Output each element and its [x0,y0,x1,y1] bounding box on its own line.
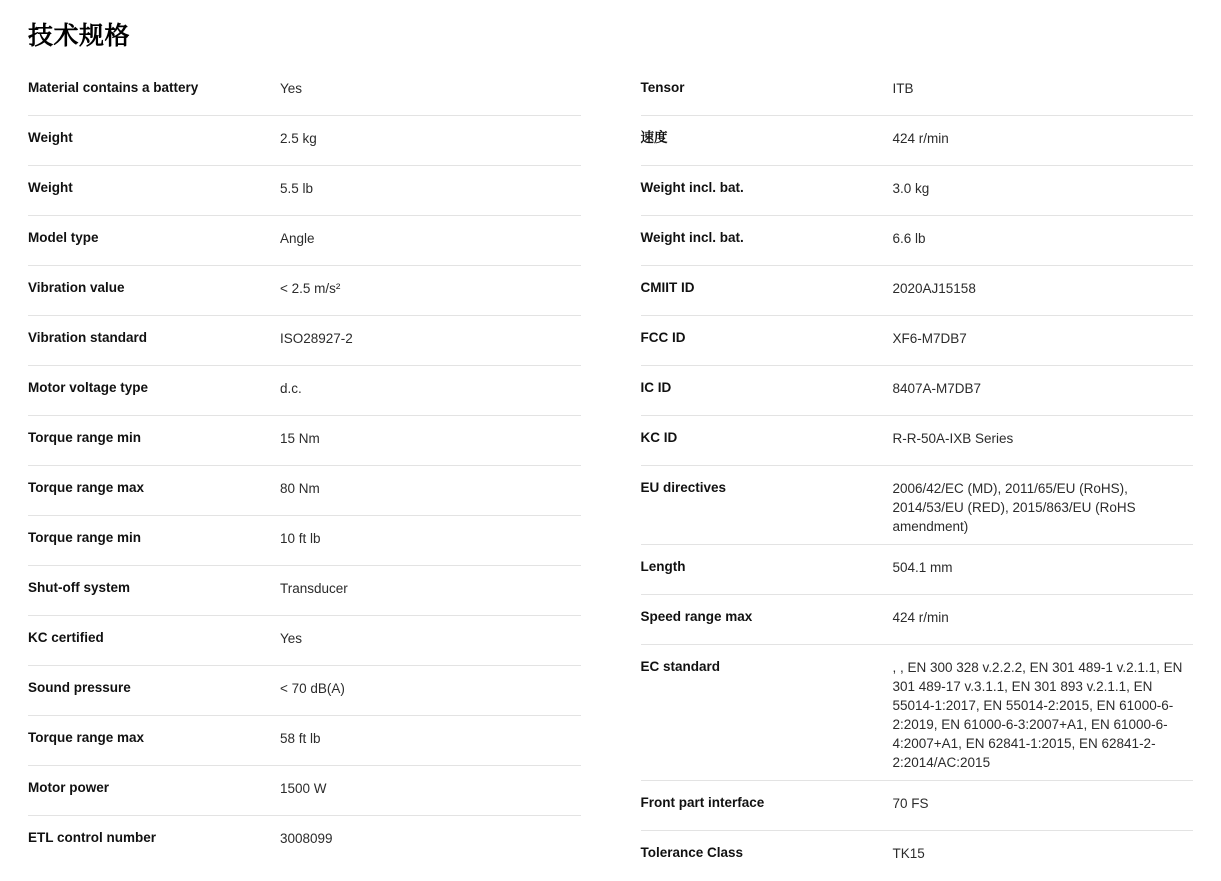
spec-value: Yes [280,631,303,646]
spec-value: TK15 [892,846,925,861]
spec-value: Angle [280,231,315,246]
table-row [28,766,581,816]
spec-value: 2006/42/EC (MD), 2011/65/EU (RoHS), 2014/53/EU (RED), 2015/863/EU (RoHS amendment) [892,481,1136,534]
table-row [641,116,1194,166]
spec-value: 80 Nm [280,481,320,496]
spec-value: 15 Nm [280,431,320,446]
spec-label: Weight [28,180,73,195]
table-row [28,816,581,866]
spec-label: IC ID [640,380,672,395]
spec-label: Weight incl. bat. [640,230,744,245]
table-row [641,466,1194,545]
table-row [28,566,581,616]
spec-columns [28,66,1193,881]
spec-value: d.c. [280,381,302,396]
table-row [28,466,581,516]
table-row [641,216,1194,266]
spec-value: 424 r/min [892,131,949,146]
spec-label: Material contains a battery [28,80,199,95]
spec-label: Sound pressure [28,680,131,695]
spec-label: Motor voltage type [28,380,149,395]
spec-label: KC ID [640,430,678,445]
spec-label: KC certified [28,630,104,645]
table-row [641,595,1194,645]
spec-label: Tensor [640,80,685,95]
spec-value: Yes [280,81,303,96]
spec-value: < 70 dB(A) [280,681,345,696]
table-row [641,166,1194,216]
table-row [28,416,581,466]
spec-value: 1500 W [280,781,327,796]
spec-column-right [611,66,1194,881]
spec-value: 3.0 kg [892,181,930,196]
table-row [641,831,1194,881]
table-row [641,266,1194,316]
spec-label: Tolerance Class [640,845,744,860]
spec-label: Speed range max [640,609,753,624]
spec-value: Transducer [280,581,348,596]
spec-label: Weight [28,130,73,145]
spec-value: 504.1 mm [892,560,953,575]
spec-value: R-R-50A-IXB Series [892,431,1014,446]
spec-label: FCC ID [640,330,686,345]
table-row [641,316,1194,366]
table-row [28,366,581,416]
spec-label: 速度 [640,130,668,145]
spec-value: 2020AJ15158 [892,281,976,296]
spec-label: Model type [28,230,99,245]
spec-label: Vibration standard [28,330,148,345]
spec-column-left [28,66,611,866]
spec-label: EU directives [640,480,727,495]
spec-value: 8407A-M7DB7 [892,381,982,396]
table-row [641,645,1194,781]
spec-label: Torque range min [28,430,142,445]
table-row [28,516,581,566]
spec-value: 70 FS [892,796,929,811]
table-row [641,66,1194,116]
spec-value: 2.5 kg [280,131,317,146]
spec-label: Weight incl. bat. [640,180,744,195]
spec-label: Vibration value [28,280,125,295]
table-row [641,366,1194,416]
spec-label: Torque range max [28,480,145,495]
spec-value: XF6-M7DB7 [892,331,967,346]
table-row [28,616,581,666]
table-row [641,781,1194,831]
table-row [28,166,581,216]
page-title: 技术规格 [28,22,131,50]
table-row [28,666,581,716]
spec-value: 3008099 [280,831,333,846]
spec-label: EC standard [640,659,721,674]
table-row [28,66,581,116]
spec-label: ETL control number [28,830,157,845]
table-row [28,216,581,266]
spec-value: 5.5 lb [280,181,314,196]
table-row [28,316,581,366]
spec-value: 6.6 lb [892,231,926,246]
spec-label: Front part interface [640,795,765,810]
table-row [28,716,581,766]
spec-value: 58 ft lb [280,731,321,746]
spec-label: Motor power [28,780,109,795]
spec-label: Length [640,559,686,574]
spec-value: , , EN 300 328 v.2.2.2, EN 301 489-1 v.2.1.1, EN 301 489-17 v.3.1.1, EN 301 893 v.2.1.1, EN 55014-1:2017, EN 55014-2:2015, EN 61000-6-2:2019, EN 61000-6-3:2007+A1, EN 61000-6-4:2007+A1, EN 62841-1:2015, EN 62841-2-2:2014/AC:2015 [892,660,1183,770]
spec-value: 10 ft lb [280,531,321,546]
spec-value: 424 r/min [892,610,949,625]
spec-label: Torque range min [28,530,142,545]
spec-value: ITB [892,81,914,96]
table-row [641,416,1194,466]
table-row [28,116,581,166]
spec-value: ISO28927-2 [280,331,353,346]
table-row [641,545,1194,595]
spec-label: Shut-off system [28,580,131,595]
spec-label: CMIIT ID [640,280,695,295]
spec-value: < 2.5 m/s² [280,281,341,296]
spec-label: Torque range max [28,730,145,745]
table-row [28,266,581,316]
